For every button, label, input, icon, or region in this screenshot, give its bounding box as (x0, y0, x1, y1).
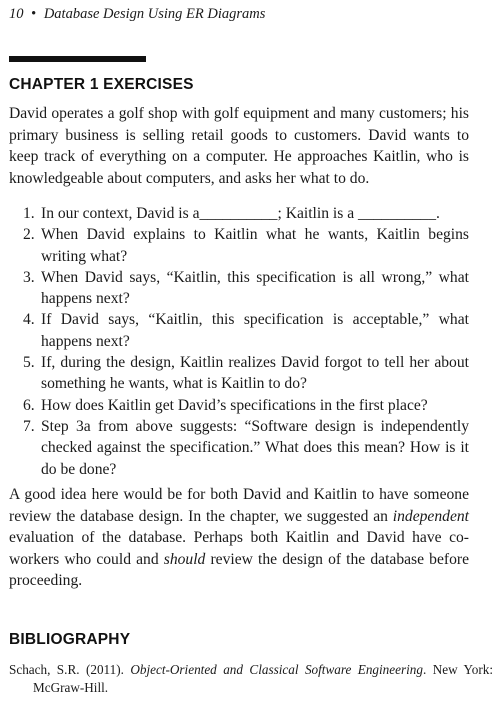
reference-author-year: Schach, S.R. (2011). (9, 662, 131, 677)
reference-publisher: . New York: McGraw-Hill. (33, 662, 493, 695)
closing-text-1: A good idea here would be for both David and Kaitlin to have someone review the database design. In the chapter, we suggested an (9, 486, 469, 525)
page-number: 10 (9, 6, 24, 22)
exercise-text: In our context, David is a__________; Kaitlin is a __________. (41, 205, 440, 222)
exercise-number: 3. (23, 268, 35, 286)
exercise-item (9, 416, 469, 480)
closing-emphasis-should: should (163, 550, 206, 568)
exercise-list (9, 203, 469, 480)
exercise-text: When David says, “Kaitlin, this specification is all wrong,” what happens next? (41, 268, 469, 308)
book-title: Database Design Using ER Diagrams (43, 6, 266, 22)
exercise-number: 6. (23, 396, 35, 414)
intro-paragraph: David operates a golf shop with golf equipment and many customers; his primary business is selling retail goods to customers. David wants to keep track of everything on a computer. He approaches Kaitlin, who is knowledgeable about computers, and asks her what to do. (9, 105, 469, 187)
section-rule (9, 56, 146, 62)
exercise-item (9, 224, 469, 267)
exercise-number: 7. (23, 417, 35, 435)
bibliography-entry (9, 661, 493, 697)
exercise-number: 4. (23, 311, 35, 329)
exercise-number: 1. (23, 205, 35, 222)
closing-text-3: review the design of the database before proceeding. (9, 550, 469, 590)
closing-text-2: evaluation of the database. Perhaps both Kaitlin and David have co-workers who could and (9, 529, 469, 568)
header-bullet: • (31, 6, 37, 22)
exercise-text: If, during the design, Kaitlin realizes David forgot to tell her about something he wants, what is Kaitlin to do? (41, 354, 469, 393)
closing-emphasis-independent: independent (392, 507, 469, 525)
exercise-number: 5. (23, 354, 35, 372)
closing-paragraph (9, 484, 469, 592)
bibliography-heading: BIBLIOGRAPHY (9, 631, 131, 648)
exercise-item (9, 267, 469, 310)
exercise-text: When David explains to Kaitlin what he wants, Kaitlin begins writing what? (41, 226, 469, 265)
exercise-item (9, 309, 469, 352)
exercise-item (9, 203, 469, 224)
exercise-item (9, 352, 469, 395)
chapter-exercises-heading: CHAPTER 1 EXERCISES (9, 76, 194, 93)
exercise-text: How does Kaitlin get David’s specifications in the first place? (41, 396, 428, 414)
exercise-number: 2. (23, 226, 35, 244)
exercise-text: Step 3a from above suggests: “Software design is independently checked against the specification.” What does this mean? How is it do be done? (41, 417, 469, 478)
exercise-text: If David says, “Kaitlin, this specification is acceptable,” what happens next? (41, 311, 469, 350)
running-header (9, 6, 265, 23)
exercise-item (9, 395, 469, 416)
reference-title: Object-Oriented and Classical Software Engineering (130, 662, 423, 677)
